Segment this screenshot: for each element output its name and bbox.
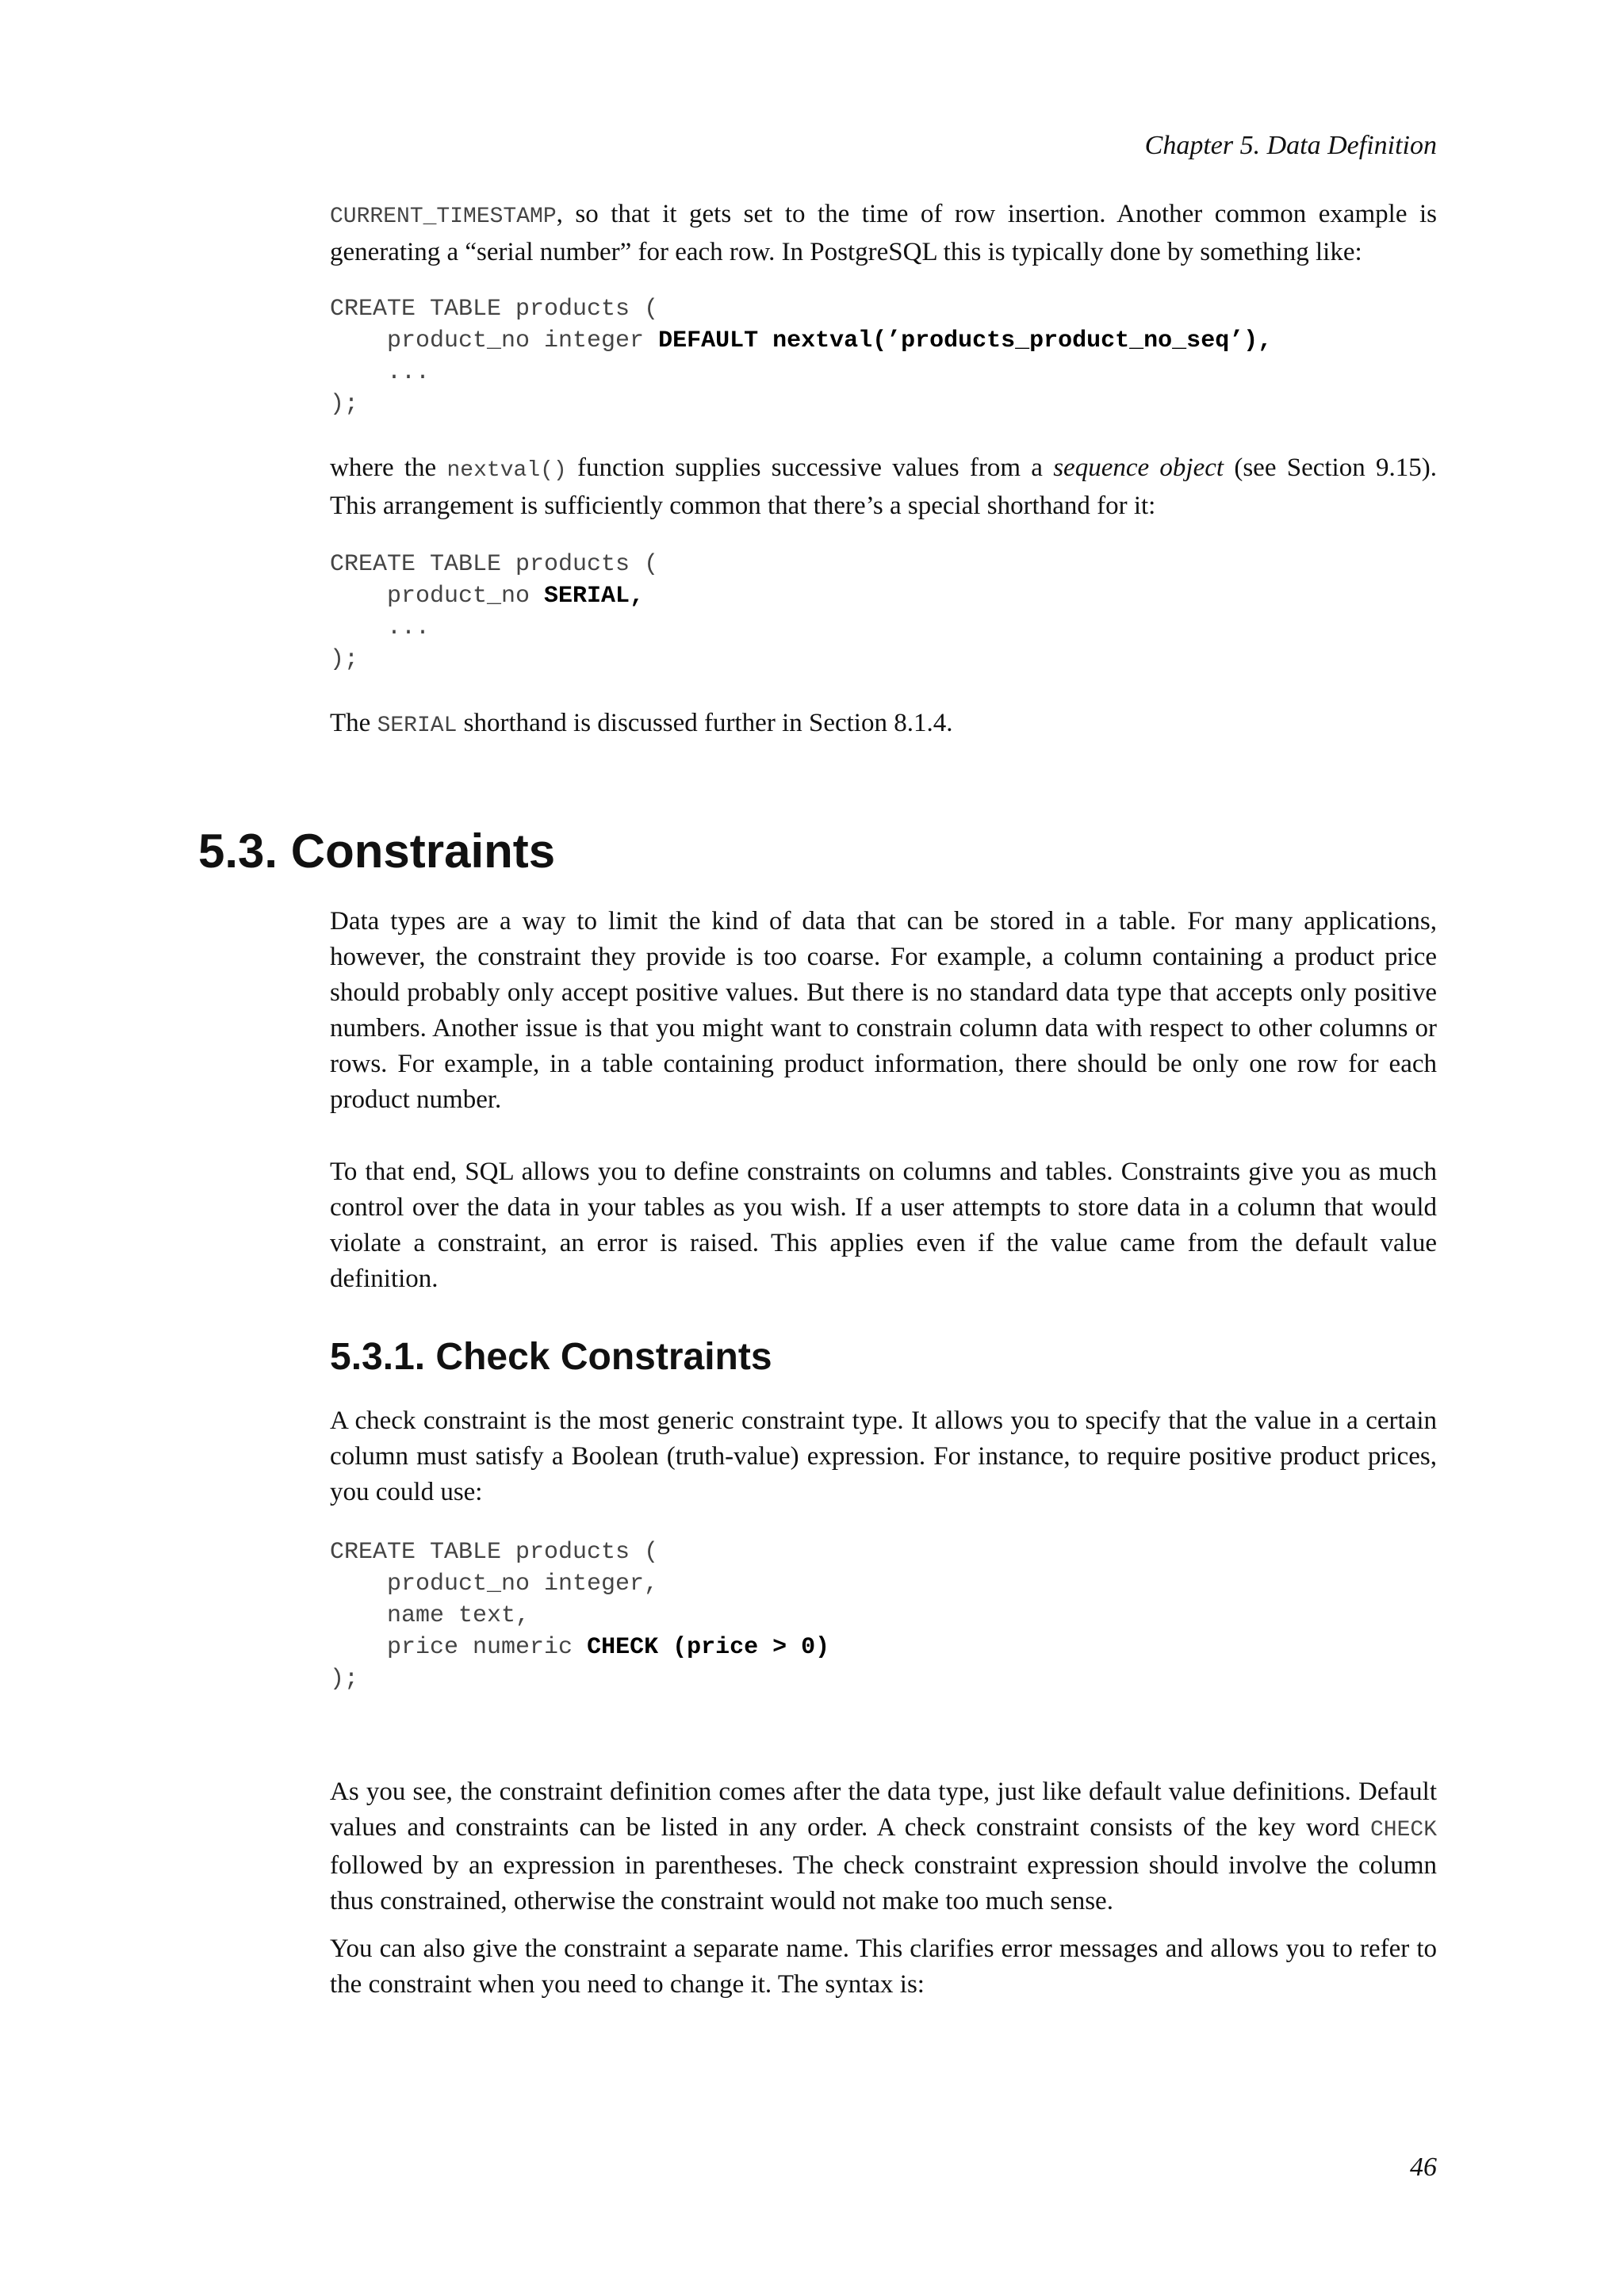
code-line: ... bbox=[330, 359, 431, 386]
code-line: CREATE TABLE products ( bbox=[330, 296, 659, 323]
code-line: ... bbox=[330, 614, 431, 641]
text-run: where the bbox=[330, 453, 447, 482]
text-run: shorthand is discussed further in Section 8.1.4. bbox=[457, 709, 953, 737]
code-line: product_no bbox=[330, 583, 545, 610]
code-line-bold: DEFAULT nextval(’products_product_no_seq’), bbox=[658, 327, 1273, 354]
subsection-paragraph-3: You can also give the constraint a separate name. This clarifies error messages and allows you to refer to the constraint when you need to change it. The syntax is: bbox=[330, 1934, 1437, 1999]
code-line: product_no integer bbox=[330, 327, 659, 354]
intro-paragraph-3-block bbox=[330, 706, 1437, 744]
intro-paragraph-1 bbox=[330, 197, 1437, 270]
code-line: product_no integer, bbox=[330, 1571, 659, 1598]
inline-code-current-timestamp: CURRENT_TIMESTAMP bbox=[330, 205, 557, 229]
inline-code-check: CHECK bbox=[1369, 1818, 1437, 1843]
section-paragraph-2: To that end, SQL allows you to define constraints on columns and tables. Constraints give you as much control over the data in your tables as you wish. If a user attempts to store data in a column that would violate a constraint, an error is raised. This applies even if the value came from the default value definition. bbox=[330, 1158, 1437, 1293]
inline-code-serial: SERIAL bbox=[377, 714, 458, 738]
text-run: followed by an expression in parentheses. The check constraint expression should involve the column thus constrained, otherwise the constraint would not make too much sense. bbox=[330, 1851, 1437, 1915]
inline-code-nextval: nextval() bbox=[446, 458, 567, 483]
subsection-paragraph-1: A check constraint is the most generic constraint type. It allows you to specify that the value in a certain column must satisfy a Boolean (truth-value) expression. For instance, to require positive product prices, you could use: bbox=[330, 1406, 1437, 1506]
running-header: Chapter 5. Data Definition bbox=[1144, 131, 1437, 160]
intro-paragraph-2-block bbox=[330, 450, 1437, 524]
code-line: name text, bbox=[330, 1602, 530, 1629]
section-paragraph-2-block bbox=[330, 1154, 1437, 1297]
code-line: ); bbox=[330, 391, 359, 418]
intro-paragraph-3 bbox=[330, 706, 1437, 744]
subsection-heading-check-constraints: 5.3.1. Check Constraints bbox=[330, 1336, 772, 1378]
code-line: CREATE TABLE products ( bbox=[330, 551, 659, 578]
section-heading-constraints: 5.3. Constraints bbox=[198, 825, 556, 878]
code-line-bold: SERIAL, bbox=[544, 583, 645, 610]
section-paragraph-1-block bbox=[330, 904, 1437, 1118]
intro-paragraph-1-text: , so that it gets set to the time of row insertion. Another common example is generating a “serial number” for each row. In PostgreSQL this is typically done by something like: bbox=[330, 200, 1437, 266]
text-run: As you see, the constraint definition comes after the data type, just like default value definitions. Default values and constraints can be listed in any order. A check constraint consists of the key word bbox=[330, 1777, 1437, 1842]
text-run: (see Section 9.15). This arrangement is sufficiently common that there’s a special shorthand for it: bbox=[330, 453, 1437, 520]
page-number: 46 bbox=[1410, 2152, 1437, 2182]
emphasis-sequence-object: sequence object bbox=[1053, 453, 1224, 482]
code-block-serial bbox=[330, 549, 1437, 675]
code-line: ); bbox=[330, 646, 359, 673]
code-line: ); bbox=[330, 1666, 359, 1693]
text-run: function supplies successive values from a bbox=[566, 453, 1054, 482]
code-block-check-constraint bbox=[330, 1536, 1437, 1695]
subsection-paragraph-2 bbox=[330, 1774, 1437, 1919]
code-block-default-nextval bbox=[330, 293, 1437, 420]
intro-paragraph-2 bbox=[330, 450, 1437, 524]
subsection-paragraph-1-block bbox=[330, 1403, 1437, 1510]
code-line: price numeric bbox=[330, 1634, 588, 1661]
code-line: CREATE TABLE products ( bbox=[330, 1539, 659, 1566]
code-line-bold: CHECK (price > 0) bbox=[587, 1634, 830, 1661]
section-paragraph-1: Data types are a way to limit the kind of data that can be stored in a table. For many applications, however, the constraint they provide is too coarse. For example, a column containing a product price should probably only accept positive values. But there is no standard data type that accepts only positive numbers. Another issue is that you might want to constrain column data with respect to other columns or rows. For example, in a table containing product information, there should be only one row for each product number. bbox=[330, 907, 1437, 1114]
subsection-paragraph-3-block bbox=[330, 1931, 1437, 2003]
intro-paragraph-1-block bbox=[330, 197, 1437, 270]
text-run: The bbox=[330, 709, 377, 737]
subsection-paragraph-2-block bbox=[330, 1774, 1437, 1919]
